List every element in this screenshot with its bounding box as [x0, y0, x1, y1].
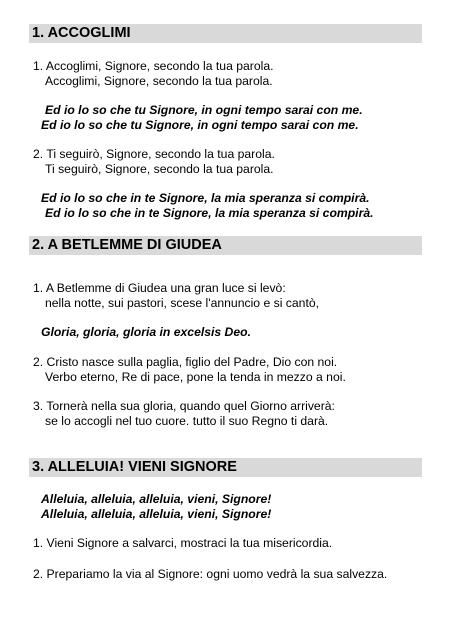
verse-line: 2. Prepariamo la via al Signore: ogni uomo vedrà la sua salvezza. — [33, 567, 388, 581]
verse-line: Ti seguirò, Signore, secondo la tua parola. — [45, 162, 274, 176]
section-heading: 1. ACCOGLIMI — [29, 24, 422, 43]
verse-line: 2. Cristo nasce sulla paglia, figlio del Padre, Dio con noi. — [33, 355, 338, 369]
verse-line: 1. A Betlemme di Giudea una gran luce si levò: — [33, 281, 286, 295]
verse-line: 3. Tornerà nella sua gloria, quando quel Giorno arriverà: — [33, 399, 335, 413]
refrain-line: Gloria, gloria, gloria in excelsis Deo. — [41, 325, 251, 339]
section-heading: 3. ALLELUIA! VIENI SIGNORE — [29, 458, 422, 477]
verse-line: se lo accogli nel tuo cuore. tutto il suo Regno ti darà. — [45, 414, 329, 428]
refrain-line: Ed io lo so che in te Signore, la mia speranza si compirà. — [45, 206, 374, 220]
verse-line: nella notte, sui pastori, scese l'annuncio e si cantò, — [45, 296, 319, 310]
refrain-line: Alleluia, alleluia, alleluia, vieni, Signore! — [41, 492, 272, 506]
refrain-line: Alleluia, alleluia, alleluia, vieni, Signore! — [41, 507, 272, 521]
verse-line: 1. Accoglimi, Signore, secondo la tua parola. — [33, 59, 274, 73]
refrain-line: Ed io lo so che tu Signore, in ogni tempo sarai con me. — [45, 103, 363, 117]
verse-line: 1. Vieni Signore a salvarci, mostraci la tua misericordia. — [33, 536, 333, 550]
verse-line: Verbo eterno, Re di pace, pone la tenda in mezzo a noi. — [45, 370, 346, 384]
refrain-line: Ed io lo so che in te Signore, la mia speranza si compirà. — [41, 191, 370, 205]
verse-line: 2. Ti seguirò, Signore, secondo la tua parola. — [33, 147, 275, 161]
refrain-line: Ed io lo so che tu Signore, in ogni tempo sarai con me. — [41, 118, 359, 132]
section-heading: 2. A BETLEMME DI GIUDEA — [29, 236, 422, 255]
verse-line: Accoglimi, Signore, secondo la tua parola. — [45, 74, 273, 88]
